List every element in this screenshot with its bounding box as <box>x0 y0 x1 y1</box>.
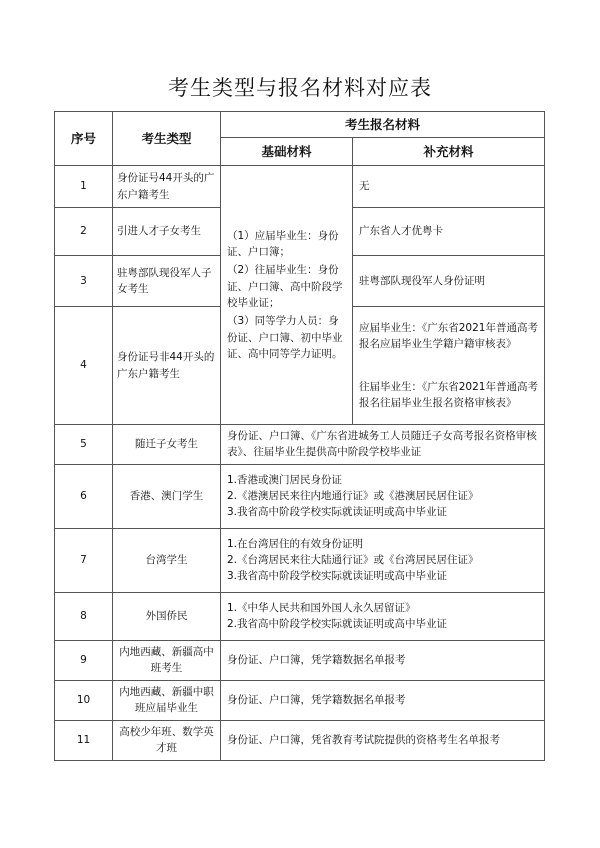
row-type: 外国侨民 <box>113 592 221 640</box>
row-materials: 身份证、户口簿，凭学籍数据名单报考 <box>221 680 545 720</box>
row-number: 1 <box>55 166 113 208</box>
row-type: 引进人才子女考生 <box>113 208 221 256</box>
table-row <box>55 680 545 720</box>
basic-item: （2）往届毕业生：身份证、户口簿、高中阶段学校毕业证； <box>227 264 343 309</box>
basic-item: （1）应届毕业生：身份证、户口簿； <box>227 229 339 259</box>
list-item: 2.我省高中阶段学校实际就读证明或高中毕业证 <box>227 618 448 631</box>
row-extra <box>353 307 545 425</box>
page-title: 考生类型与报名材料对应表 <box>168 76 432 100</box>
row-type: 身份证号44开头的广东户籍考生 <box>113 166 221 208</box>
row-extra: 无 <box>353 166 545 208</box>
row-number: 7 <box>55 528 113 592</box>
row-extra: 广东省人才优粤卡 <box>353 208 545 256</box>
row-materials: 身份证、户口簿，凭省教育考试院提供的资格考生名单报考 <box>221 720 545 760</box>
row-number: 4 <box>55 307 113 425</box>
header-basic: 基础材料 <box>221 138 353 166</box>
table-row <box>55 464 545 528</box>
header-type: 考生类型 <box>113 112 221 166</box>
row-number: 6 <box>55 464 113 528</box>
list-item: 1.在台湾居住的有效身份证明 <box>227 537 364 550</box>
list-item: 3.我省高中阶段学校实际就读证明或高中毕业证 <box>227 506 448 519</box>
table-row <box>55 720 545 760</box>
row-number: 2 <box>55 208 113 256</box>
row-number: 3 <box>55 256 113 307</box>
header-no: 序号 <box>55 112 113 166</box>
header-extra: 补充材料 <box>353 138 545 166</box>
row-number: 5 <box>55 425 113 465</box>
row-type: 内地西藏、新疆高中班考生 <box>113 640 221 680</box>
table-row <box>55 425 545 465</box>
row-type: 台湾学生 <box>113 528 221 592</box>
row-materials <box>221 592 545 640</box>
table-row <box>55 592 545 640</box>
row-type: 驻粤部队现役军人子女考生 <box>113 256 221 307</box>
row-materials <box>221 464 545 528</box>
row-number: 9 <box>55 640 113 680</box>
table-row <box>55 528 545 592</box>
row-number: 8 <box>55 592 113 640</box>
list-item: 2.《港澳居民来往内地通行证》或《港澳居民居住证》 <box>227 489 479 502</box>
row-materials: 身份证、户口簿，凭学籍数据名单报考 <box>221 640 545 680</box>
header-materials: 考生报名材料 <box>221 112 545 138</box>
list-item: 2.《台湾居民来往大陆通行证》或《台湾居民居住证》 <box>227 553 479 566</box>
list-item: 1.香港或澳门居民身份证 <box>227 473 343 486</box>
table-row <box>55 640 545 680</box>
row-type: 随迁子女考生 <box>113 425 221 465</box>
row-number: 10 <box>55 680 113 720</box>
basic-item: （3）同等学力人员：身份证、户口簿、初中毕业证、高中同等学力证明。 <box>227 315 343 360</box>
row-materials <box>221 528 545 592</box>
basic-materials-shared <box>221 166 353 425</box>
table-row <box>55 166 545 208</box>
row-type: 身份证号非44开头的广东户籍考生 <box>113 307 221 425</box>
list-item: 1.《中华人民共和国外国人永久居留证》 <box>227 601 416 614</box>
row-type: 高校少年班、数学英才班 <box>113 720 221 760</box>
list-item: 3.我省高中阶段学校实际就读证明或高中毕业证 <box>227 570 448 583</box>
row-extra: 驻粤部队现役军人身份证明 <box>353 256 545 307</box>
row-materials: 身份证、户口簿、《广东省进城务工人员随迁子女高考报名资格审核表》、往届毕业生提供高中阶段学校毕业证 <box>221 425 545 465</box>
extra-past-graduates: 往届毕业生：《广东省2021年普通高考报名往届毕业生报名资格审核表》 <box>359 380 538 409</box>
extra-fresh-graduates: 应届毕业生：《广东省2021年普通高考报名应届毕业生学籍户籍审核表》 <box>359 321 538 351</box>
row-type: 香港、澳门学生 <box>113 464 221 528</box>
row-type: 内地西藏、新疆中职班应届毕业生 <box>113 680 221 720</box>
row-number: 11 <box>55 720 113 760</box>
materials-table <box>54 111 545 761</box>
